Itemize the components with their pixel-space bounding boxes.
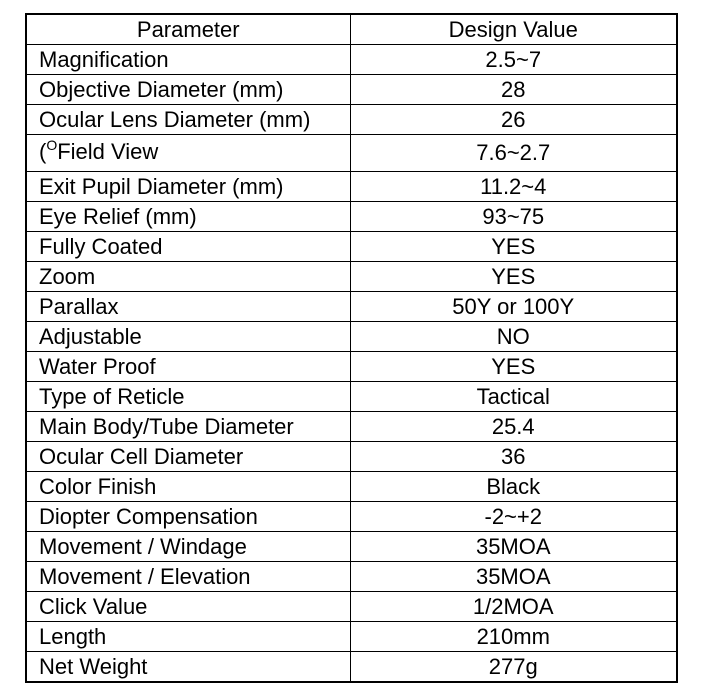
table-row	[26, 412, 677, 442]
value-cell: 7.6~2.7	[350, 135, 677, 172]
table-row	[26, 232, 677, 262]
parameter-cell: Adjustable	[26, 322, 350, 352]
value-cell: -2~+2	[350, 502, 677, 532]
table-row	[26, 532, 677, 562]
table-row	[26, 352, 677, 382]
table-row	[26, 592, 677, 622]
parameter-cell: Movement / Elevation	[26, 562, 350, 592]
parameter-cell: Exit Pupil Diameter (mm)	[26, 172, 350, 202]
table-row	[26, 652, 677, 683]
value-cell: 210mm	[350, 622, 677, 652]
value-cell: 1/2MOA	[350, 592, 677, 622]
table-row	[26, 75, 677, 105]
parameter-cell: Magnification	[26, 45, 350, 75]
table-row	[26, 262, 677, 292]
parameter-cell: Main Body/Tube Diameter	[26, 412, 350, 442]
value-cell: YES	[350, 262, 677, 292]
table-row	[26, 105, 677, 135]
value-cell: 26	[350, 105, 677, 135]
field-view-paren: (	[39, 139, 47, 164]
value-cell: 36	[350, 442, 677, 472]
parameter-cell: Objective Diameter (mm)	[26, 75, 350, 105]
value-cell: 35MOA	[350, 532, 677, 562]
value-cell: NO	[350, 322, 677, 352]
value-cell: 2.5~7	[350, 45, 677, 75]
parameter-cell: Parallax	[26, 292, 350, 322]
value-cell: 11.2~4	[350, 172, 677, 202]
value-cell: 93~75	[350, 202, 677, 232]
parameter-cell: Fully Coated	[26, 232, 350, 262]
parameter-cell: Length	[26, 622, 350, 652]
header-parameter: Parameter	[26, 14, 350, 45]
table-row	[26, 202, 677, 232]
table-row	[26, 292, 677, 322]
table-row	[26, 502, 677, 532]
table-row	[26, 382, 677, 412]
parameter-cell: Eye Relief (mm)	[26, 202, 350, 232]
parameter-cell: Click Value	[26, 592, 350, 622]
value-cell: YES	[350, 352, 677, 382]
spec-table	[25, 13, 678, 683]
value-cell: 25.4	[350, 412, 677, 442]
table-row	[26, 622, 677, 652]
header-design-value: Design Value	[350, 14, 677, 45]
parameter-cell: Ocular Lens Diameter (mm)	[26, 105, 350, 135]
table-row	[26, 45, 677, 75]
field-view-label: Field View	[57, 139, 159, 164]
value-cell: Black	[350, 472, 677, 502]
value-cell: 277g	[350, 652, 677, 683]
value-cell: Tactical	[350, 382, 677, 412]
parameter-cell: Water Proof	[26, 352, 350, 382]
field-view-degree-symbol: O	[46, 137, 58, 153]
parameter-cell: Diopter Compensation	[26, 502, 350, 532]
value-cell: YES	[350, 232, 677, 262]
parameter-cell: Zoom	[26, 262, 350, 292]
table-row	[26, 442, 677, 472]
table-row	[26, 472, 677, 502]
value-cell: 35MOA	[350, 562, 677, 592]
parameter-cell: Ocular Cell Diameter	[26, 442, 350, 472]
table-header-row	[26, 14, 677, 45]
parameter-cell: Movement / Windage	[26, 532, 350, 562]
table-row	[26, 562, 677, 592]
parameter-cell	[26, 135, 350, 172]
table-row	[26, 322, 677, 352]
value-cell: 50Y or 100Y	[350, 292, 677, 322]
table-row	[26, 135, 677, 172]
table-row	[26, 172, 677, 202]
parameter-cell: Color Finish	[26, 472, 350, 502]
parameter-cell: Net Weight	[26, 652, 350, 683]
parameter-cell: Type of Reticle	[26, 382, 350, 412]
value-cell: 28	[350, 75, 677, 105]
